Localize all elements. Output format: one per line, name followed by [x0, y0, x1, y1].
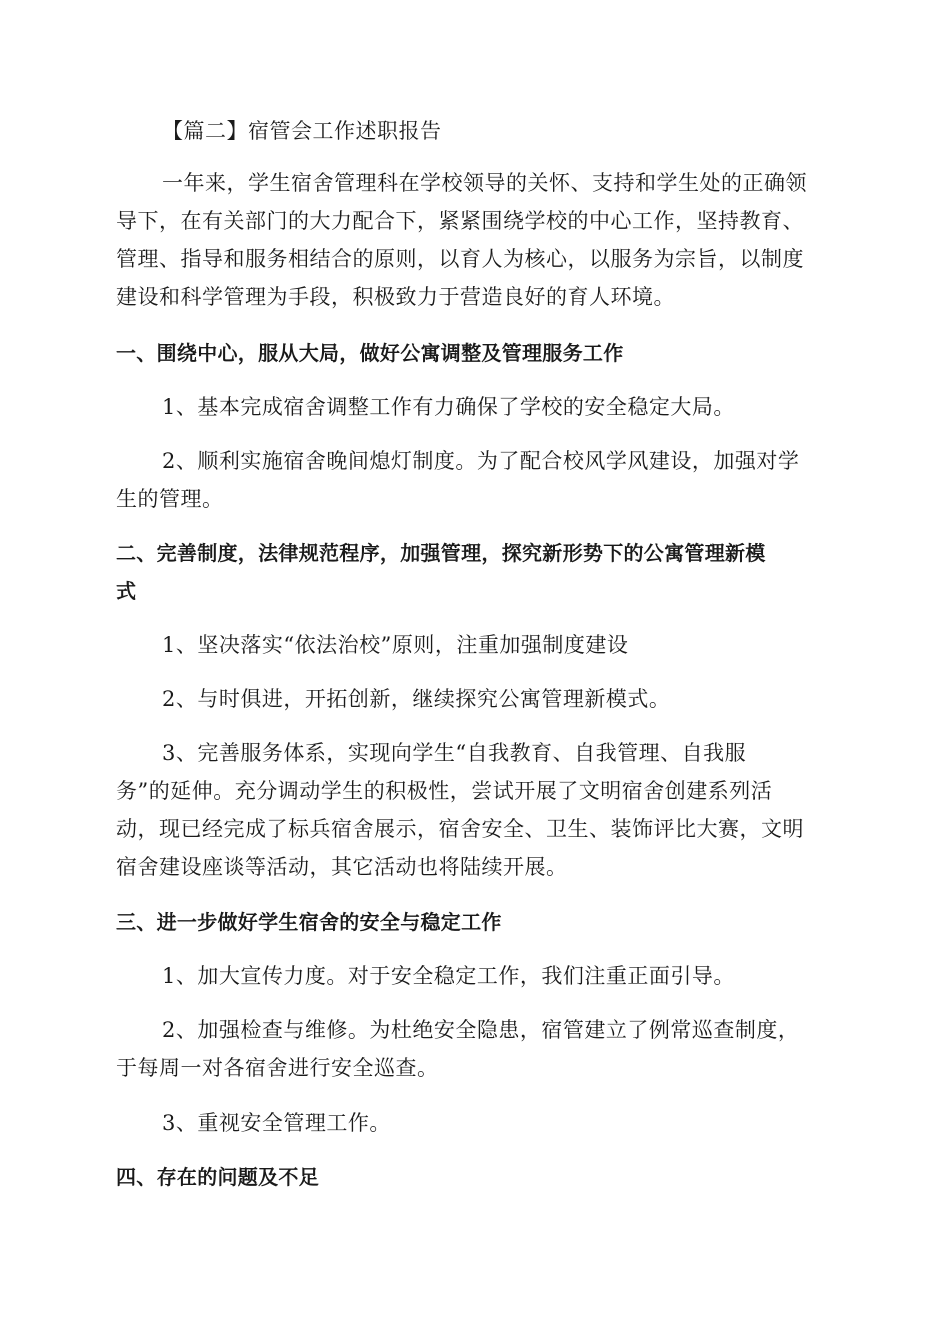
section-2-item-2: 2、与时俱进，开拓创新，继续探究公寓管理新模式。	[162, 687, 671, 711]
paragraph-line: 于每周一对各宿舍进行安全巡查。	[116, 1056, 439, 1080]
paragraph-line: 务”的延伸。充分调动学生的积极性，尝试开展了文明宿舍创建系列活	[116, 779, 773, 803]
intro-line: 一年来，学生宿舍管理科在学校领导的关怀、支持和学生处的正确领	[162, 171, 807, 195]
section-4-heading: 四、存在的问题及不足	[116, 1165, 319, 1189]
document-title	[116, 112, 836, 150]
paragraph-line: 动，现已经完成了标兵宿舍展示，宿舍安全、卫生、装饰评比大赛，文明	[116, 817, 804, 841]
paragraph-line: 2、顺利实施宿舍晚间熄灯制度。为了配合校风学风建设，加强对学	[162, 449, 800, 473]
paragraph-line: 生的管理。	[116, 487, 224, 511]
intro-paragraph	[116, 164, 836, 316]
section-1-item-1: 1、基本完成宿舍调整工作有力确保了学校的安全稳定大局。	[162, 395, 735, 419]
heading-line: 二、完善制度，法律规范程序，加强管理，探究新形势下的公寓管理新模	[116, 541, 766, 565]
intro-line: 导下，在有关部门的大力配合下，紧紧围绕学校的中心工作，坚持教育、	[116, 209, 804, 233]
heading-line: 式	[116, 579, 137, 603]
intro-line: 建设和科学管理为手段，积极致力于营造良好的育人环境。	[116, 285, 675, 309]
paragraph-line: 宿舍建设座谈等活动，其它活动也将陆续开展。	[116, 855, 568, 879]
section-2-item-1: 1、坚决落实“依法治校”原则，注重加强制度建设	[162, 633, 629, 657]
section-2-item-3	[116, 734, 836, 886]
section-3-item-1: 1、加大宣传力度。对于安全稳定工作，我们注重正面引导。	[162, 964, 735, 988]
intro-line: 管理、指导和服务相结合的原则，以育人为核心，以服务为宗旨，以制度	[116, 247, 804, 271]
section-3-heading: 三、进一步做好学生宿舍的安全与稳定工作	[116, 910, 502, 934]
section-1-item-2	[116, 442, 836, 518]
document-title-text: 【篇二】宿管会工作述职报告	[162, 119, 442, 143]
section-1-heading: 一、围绕中心，服从大局，做好公寓调整及管理服务工作	[116, 341, 624, 365]
section-3-item-3: 3、重视安全管理工作。	[162, 1111, 391, 1135]
section-2-heading	[116, 534, 836, 610]
section-3-item-2	[116, 1011, 836, 1087]
paragraph-line: 3、完善服务体系，实现向学生“自我教育、自我管理、自我服	[162, 741, 747, 765]
paragraph-line: 2、加强检查与维修。为杜绝安全隐患，宿管建立了例常巡查制度，	[162, 1018, 800, 1042]
